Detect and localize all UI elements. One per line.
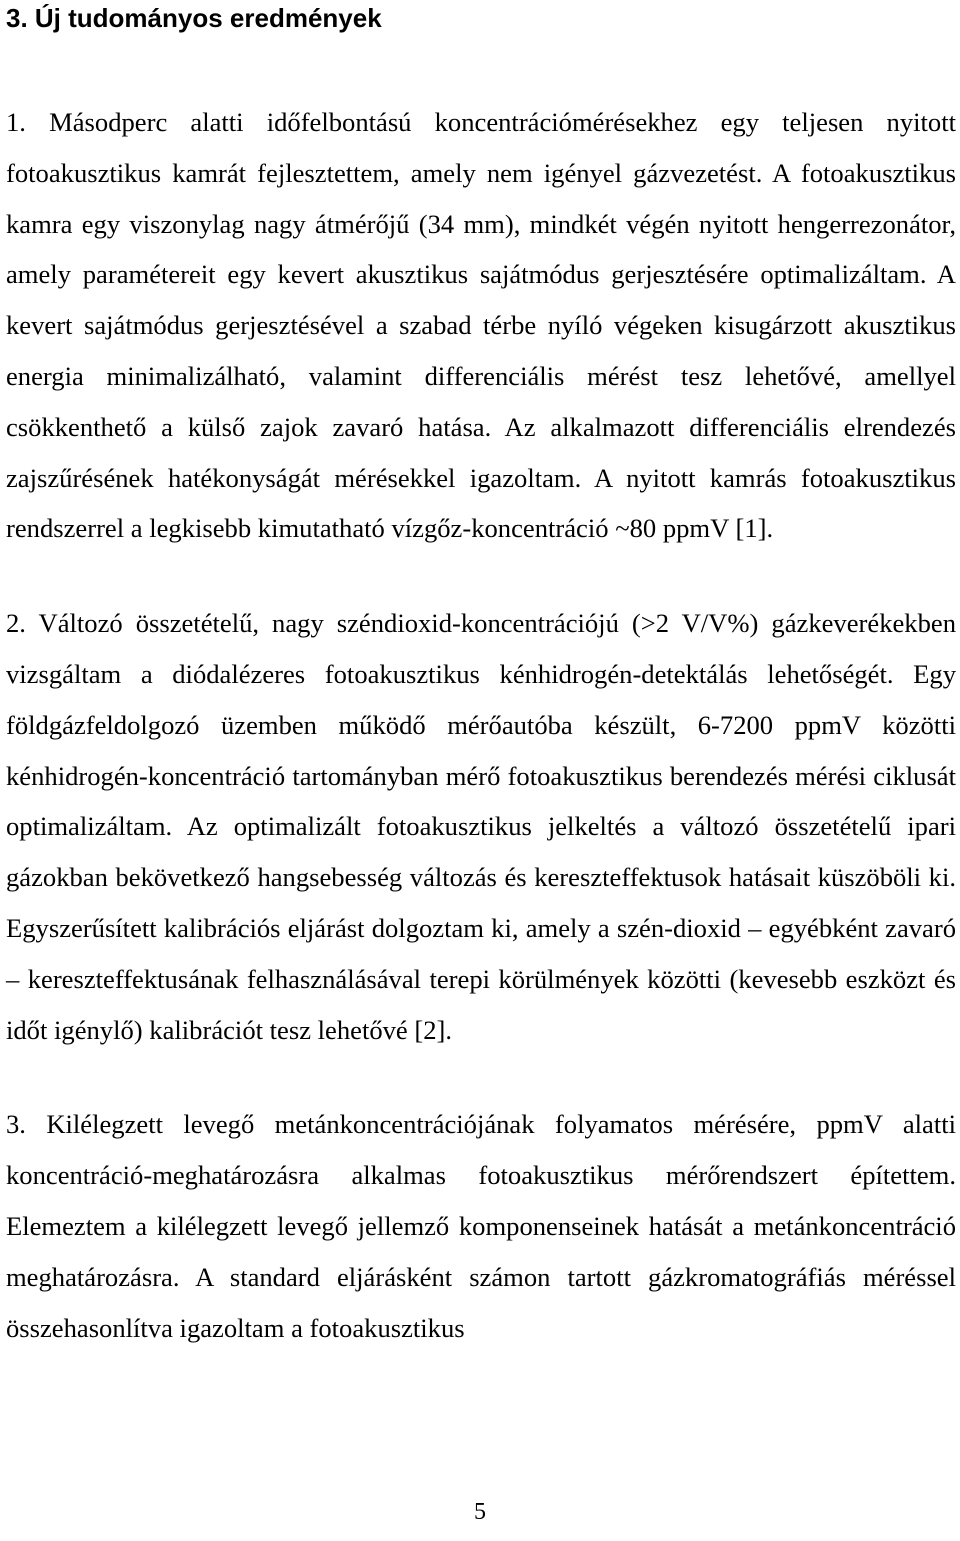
document-page (6, 0, 956, 1353)
page-number: 5 (474, 1499, 486, 1525)
result-paragraph-1: 1. Másodperc alatti időfelbontású koncentrációmérésekhez egy teljesen nyitott fotoakusztikus kamrát fejlesztettem, amely nem igényel gázvezetést. A fotoakusztikus kamra egy viszonylag nagy átmérőjű (34 mm), mindkét végén nyitott hengerrezonátor, amely paramétereit egy kevert akusztikus sajátmódus gerjesztésére optimalizáltam. A kevert sajátmódus gerjesztésével a szabad térbe nyíló végeken kisugárzott akusztikus energia minimalizálható, valamint differenciális mérést tesz lehetővé, amellyel csökkenthető a külső zajok zavaró hatása. Az alkalmazott differenciális elrendezés zajszűrésének hatékonyságát mérésekkel igazoltam. A nyitott kamrás fotoakusztikus rendszerrel a legkisebb kimutatható vízgőz-koncentráció ~80 ppmV [1]. (6, 107, 956, 544)
section-heading: 3. Új tudományos eredmények (6, 3, 382, 33)
result-paragraph-2: 2. Változó összetételű, nagy széndioxid-koncentrációjú (>2 V/V%) gázkeverékekben vizsgáltam a diódalézeres fotoakusztikus kénhidrogén-detektálás lehetőségét. Egy földgázfeldolgozó üzemben működő mérőautóba készült, 6-7200 ppmV közötti kénhidrogén-koncentráció tartományban mérő fotoakusztikus berendezés mérési ciklusát optimalizáltam. Az optimalizált fotoakusztikus jelkeltés a változó összetételű ipari gázokban bekövetkező hangsebesség változás és kereszteffektusok hatásait küszöböli ki. Egyszerűsített kalibrációs eljárást dolgoztam ki, amely a szén-dioxid – egyébként zavaró – kereszteffektusának felhasználásával terepi körülmények közötti (kevesebb eszközt és időt igénylő) kalibrációt tesz lehetővé [2]. (6, 608, 956, 1045)
result-paragraph-3: 3. Kilélegzett levegő metánkoncentrációjának folyamatos mérésére, ppmV alatti koncentráció-meghatározásra alkalmas fotoakusztikus mérőrendszert építettem. Elemeztem a kilélegzett levegő jellemző komponenseinek hatását a metánkoncentráció meghatározásra. A standard eljárásként számon tartott gázkromatográfiás méréssel összehasonlítva igazoltam a fotoakusztikus (6, 1109, 956, 1343)
